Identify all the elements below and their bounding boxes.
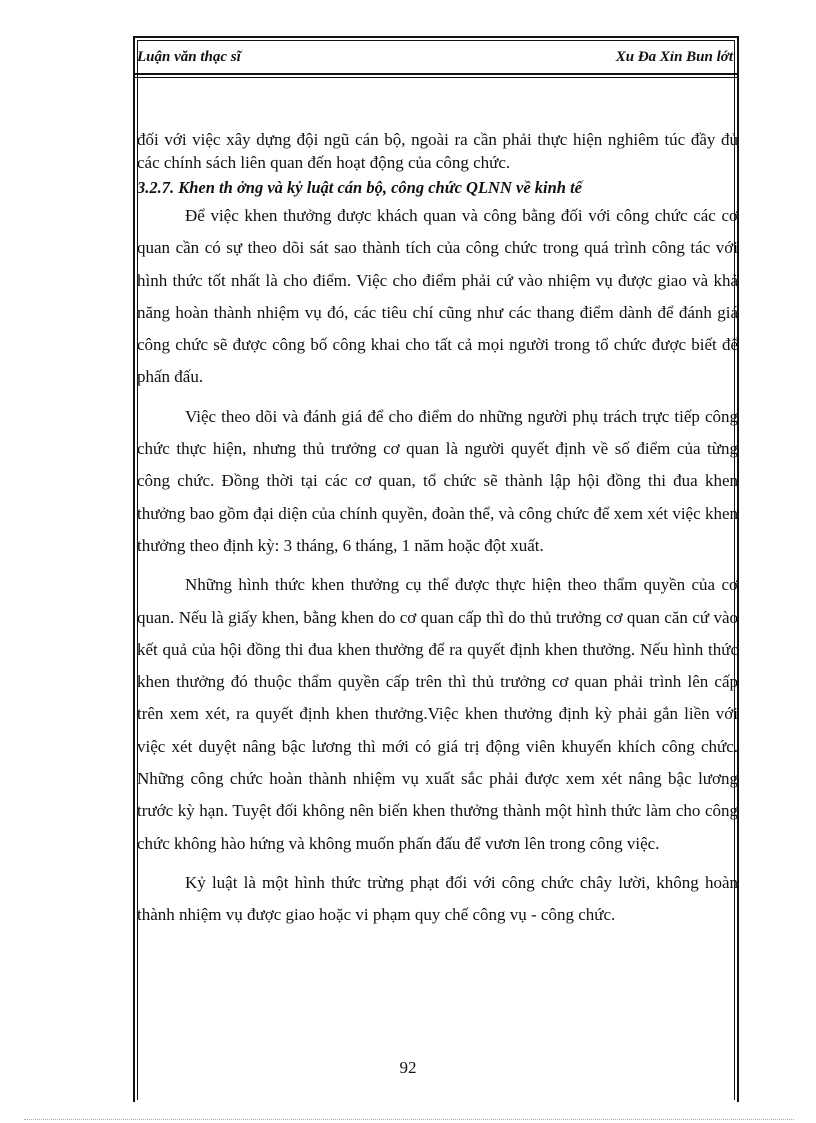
header-rule-thin (133, 77, 739, 78)
opening-paragraph: đối với việc xây dựng đội ngũ cán bộ, ngoài ra cần phải thực hiện nghiêm túc đầy đủ các chính sách liên quan đến hoạt động của công chức. (137, 130, 738, 172)
page-body (137, 128, 738, 932)
header-left-title: Luận văn thạc sĩ (137, 49, 241, 65)
page-header (133, 45, 739, 73)
page-bottom-divider (24, 1119, 794, 1120)
body-paragraph: Kỷ luật là một hình thức trừng phạt đối với công chức chây lười, không hoàn thành nhiệm vụ được giao hoặc vi phạm quy chế công vụ - công chức. (137, 872, 738, 925)
header-right-author: Xu Đa Xỉn Bun lớt (615, 49, 733, 65)
body-paragraph: Những hình thức khen thưởng cụ thể được thực hiện theo thẩm quyền của cơ quan. Nếu là giấy khen, bằng khen do cơ quan cấp thì do thủ trưởng cơ quan căn cứ vào kết quả của hội đồng thi đua khen thưởng để ra quyết định khen thưởng. Nếu hình thức khen thưởng đó thuộc thẩm quyền cấp trên thì thủ trưởng cơ quan phải trình lên cấp trên xem xét, ra quyết định khen thưởng.Việc khen thưởng định kỳ phải gắn liền với việc xét duyệt nâng bậc lương thì mới có giá trị động viên khuyến khích công chức. Những công chức hoàn thành nhiệm vụ xuất sắc phải được xem xét nâng bậc lương trước kỳ hạn. Tuyệt đối không nên biến khen thưởng thành một hình thức làm cho công chức không hào hứng và không muốn phấn đấu để vươn lên trong công việc. (137, 575, 738, 853)
body-paragraph: Để việc khen thưởng được khách quan và công bằng đối với công chức các cơ quan cần có sự theo dõi sát sao thành tích của công chức trong quá trình công tác với hình thức tốt nhất là cho điểm. Việc cho điểm phải cứ vào nhiệm vụ được giao và khả năng hoàn thành nhiệm vụ đó, các tiêu chí cũng như các thang điểm dành để đánh giá công chức sẽ được công bố công khai cho tất cả mọi người trong tổ chức được biết để phấn đấu. (137, 206, 738, 387)
header-rule-thick (133, 73, 739, 75)
body-paragraph: Việc theo dõi và đánh giá để cho điểm do những người phụ trách trực tiếp công chức thực hiện, nhưng thủ trưởng cơ quan là người quyết định về số điểm của từng công chức. Đồng thời tại các cơ quan, tổ chức sẽ thành lập hội đồng thi đua khen thưởng bao gồm đại diện của chính quyền, đoàn thể, và công chức để xem xét việc khen thưởng theo định kỳ: 3 tháng, 6 tháng, 1 năm hoặc đột xuất. (137, 406, 738, 555)
section-heading: 3.2.7. Khen th ởng và kỷ luật cán bộ, công chức QLNN về kinh tế (137, 178, 582, 197)
page-number: 92 (399, 1058, 417, 1077)
